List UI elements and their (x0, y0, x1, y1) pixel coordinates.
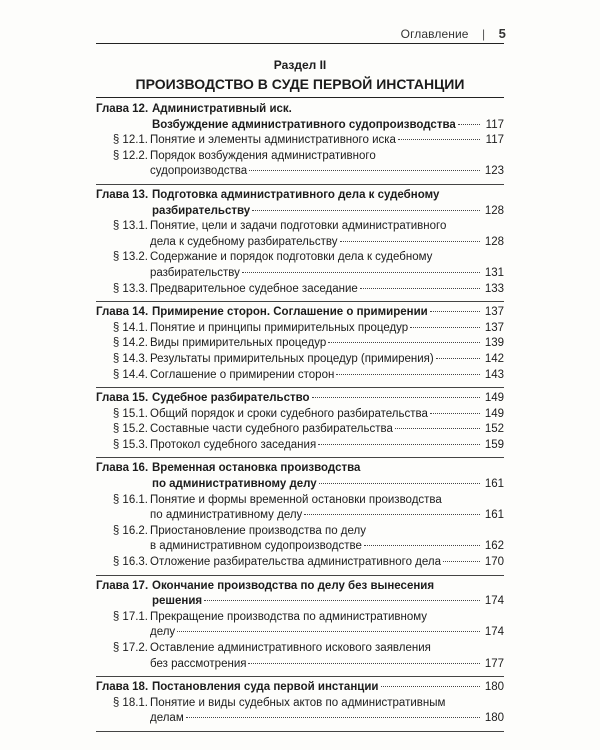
chapter-title-line[interactable] (96, 680, 504, 696)
subsection-number: § 15.3. (112, 438, 148, 451)
subsection-number: § 16.3. (112, 556, 148, 569)
dot-leader (436, 358, 480, 359)
subsection-number: § 17.2. (112, 642, 148, 654)
subsection-line[interactable] (96, 282, 504, 298)
chapter-block (96, 185, 504, 302)
subsection-title: судопроизводства (150, 165, 248, 178)
section-label: Раздел II (273, 58, 327, 72)
subsection-page-number: 143 (484, 368, 504, 381)
subsection-number: § 13.2. (112, 251, 148, 264)
subsection-page-number: 180 (484, 712, 504, 725)
chapter-title: Возбуждение административного судопроизводства (152, 118, 456, 131)
subsection-title: дела к судебному разбирательству (150, 235, 338, 248)
subsection-title: Отложение разбирательства административного дела (150, 556, 441, 569)
subsection-page-number: 161 (484, 509, 504, 522)
subsection-title: Понятие и принципы примирительных процедур (150, 321, 409, 334)
dot-leader (249, 170, 480, 171)
subsection-number: § 14.3. (112, 352, 148, 365)
section-title: ПРОИЗВОДСТВО В СУДЕ ПЕРВОЙ ИНСТАНЦИИ (135, 76, 465, 92)
subsection-title: Прекращение производства по административному (150, 610, 428, 623)
chapter-title: Судебное разбирательство (152, 392, 310, 405)
chapter-block (96, 458, 504, 575)
subsection-page-number: 131 (484, 266, 504, 279)
chapter-title: разбирательству (152, 204, 251, 217)
chapter-block (96, 388, 504, 458)
subsection-title: без рассмотрения (150, 657, 247, 670)
subsection-title: Соглашение о примирении сторон (150, 368, 335, 381)
chapter-label: Глава 12. (96, 103, 149, 115)
chapter-title-line[interactable] (96, 461, 504, 477)
chapter-label: Глава 18. (96, 681, 149, 694)
subsection-title: Приостановление производства по делу (150, 524, 366, 537)
subsection-title: Составные части судебного разбирательства (150, 423, 393, 436)
subsection-line[interactable] (96, 641, 504, 657)
subsection-page-number: 142 (484, 352, 504, 365)
subsection-title: Содержание и порядок подготовки дела к судебному (150, 251, 433, 264)
dot-leader (458, 124, 480, 125)
chapter-label: Глава 13. (96, 188, 149, 201)
subsection-title: Понятие и элементы административного иска (150, 134, 396, 147)
chapter-title-line[interactable] (96, 118, 504, 134)
subsection-line[interactable] (96, 625, 504, 641)
subsection-line[interactable] (96, 555, 504, 571)
subsection-line[interactable] (96, 352, 504, 368)
chapter-block (96, 99, 504, 185)
subsection-page-number: 149 (484, 407, 504, 420)
dot-leader (364, 545, 480, 546)
chapter-block (96, 576, 504, 678)
chapter-title-line[interactable] (96, 305, 504, 321)
chapter-title: решения (152, 595, 203, 608)
subsection-page-number: 162 (484, 540, 504, 553)
dot-leader (443, 561, 480, 562)
chapter-label: Глава 14. (96, 306, 149, 319)
dot-leader (336, 374, 480, 375)
chapter-title-line[interactable] (96, 477, 504, 493)
dot-leader (242, 272, 480, 273)
chapter-label: Глава 17. (96, 579, 149, 592)
subsection-line[interactable] (96, 133, 504, 149)
chapter-title-line[interactable] (96, 391, 504, 407)
subsection-title: в административном судопроизводстве (150, 540, 362, 553)
subsection-page-number: 139 (484, 337, 504, 350)
chapter-title-line[interactable] (96, 579, 504, 595)
subsection-number: § 17.1. (112, 610, 148, 623)
subsection-title: по административному делу (150, 509, 303, 522)
chapter-title: Примирение сторон. Соглашение о примирении (152, 306, 428, 319)
subsection-page-number: 123 (484, 165, 504, 178)
dot-leader (340, 241, 481, 242)
chapter-page-number: 128 (484, 204, 504, 217)
subsection-page-number: 133 (484, 282, 504, 295)
subsection-title: Понятие, цели и задачи подготовки административного (150, 220, 447, 233)
dot-leader (312, 397, 480, 398)
subsection-title: Понятие и формы временной остановки производства (150, 493, 442, 506)
chapter-label: Глава 16. (96, 462, 149, 475)
subsection-line[interactable] (96, 235, 504, 251)
subsection-number: § 15.1. (112, 407, 148, 420)
running-head-separator: | (482, 27, 486, 41)
subsection-number: § 14.4. (112, 368, 148, 381)
dot-leader (381, 686, 481, 687)
subsection-title: Предварительное судебное заседание (150, 282, 358, 295)
subsection-line[interactable] (96, 149, 504, 165)
chapter-title: Подготовка административного дела к судебному (152, 188, 440, 201)
chapter-page-number: 117 (485, 118, 504, 131)
chapter-page-number: 137 (484, 306, 504, 319)
subsection-line[interactable] (96, 438, 504, 454)
subsection-line[interactable] (96, 164, 504, 180)
chapter-page-number: 149 (484, 392, 504, 405)
subsection-title: разбирательству (150, 266, 240, 279)
table-of-contents (96, 99, 504, 732)
subsection-page-number: 128 (484, 235, 504, 248)
dot-leader (430, 311, 480, 312)
subsection-page-number: 137 (484, 321, 504, 334)
dot-leader (410, 327, 480, 328)
dot-leader (319, 483, 480, 484)
subsection-title: Понятие и виды судебных актов по административным (150, 696, 446, 709)
dot-leader (398, 139, 480, 140)
subsection-title: Порядок возбуждения административного (150, 149, 376, 162)
subsection-title: Общий порядок и сроки судебного разбирательства (150, 407, 428, 420)
subsection-line[interactable] (96, 336, 504, 352)
chapter-title: Временная остановка производства (152, 462, 361, 475)
subsection-number: § 18.1. (112, 696, 148, 709)
chapter-label: Глава 15. (96, 392, 149, 405)
subsection-line[interactable] (96, 610, 504, 626)
subsection-line[interactable] (96, 321, 504, 337)
subsection-line[interactable] (96, 657, 504, 673)
section-rule (96, 97, 504, 98)
subsection-line[interactable] (96, 368, 504, 384)
subsection-page-number: 177 (484, 657, 504, 670)
subsection-number: § 16.1. (112, 493, 148, 506)
subsection-page-number: 174 (484, 626, 504, 639)
subsection-line[interactable] (96, 711, 504, 727)
subsection-page-number: 117 (485, 134, 504, 147)
chapter-title: Административный иск. (152, 103, 292, 115)
subsection-line[interactable] (96, 266, 504, 282)
chapter-title: по административному делу (152, 478, 317, 491)
dot-leader (395, 428, 480, 429)
subsection-number: § 13.3. (112, 282, 148, 295)
subsection-title: Виды примирительных процедур (150, 337, 327, 350)
chapter-title-line[interactable] (96, 102, 504, 118)
subsection-number: § 12.1. (112, 134, 148, 147)
subsection-line[interactable] (96, 407, 504, 423)
subsection-line[interactable] (96, 250, 504, 266)
running-head-page-number: 5 (498, 26, 506, 41)
subsection-line[interactable] (96, 539, 504, 555)
subsection-number: § 13.1. (112, 220, 148, 233)
subsection-line[interactable] (96, 696, 504, 712)
dot-leader (318, 444, 480, 445)
subsection-page-number: 170 (484, 556, 504, 569)
subsection-title: Оставление административного искового заявления (150, 642, 431, 654)
subsection-number: § 15.2. (112, 423, 148, 436)
subsection-title: Результаты примирительных процедур (примирения) (150, 352, 434, 365)
dot-leader (186, 717, 480, 718)
dot-leader (204, 600, 480, 601)
subsection-page-number: 152 (484, 423, 504, 436)
subsection-line[interactable] (96, 219, 504, 235)
dot-leader (177, 631, 480, 632)
subsection-line[interactable] (96, 422, 504, 438)
subsection-line[interactable] (96, 508, 504, 524)
subsection-number: § 14.2. (112, 337, 148, 350)
subsection-line[interactable] (96, 493, 504, 509)
running-head-title: Оглавление (400, 27, 469, 41)
chapter-title: Окончание производства по делу без вынесения (152, 579, 435, 592)
header-rule (96, 43, 504, 44)
subsection-number: § 14.1. (112, 321, 148, 334)
chapter-title-line[interactable] (96, 594, 504, 610)
chapter-page-number: 161 (484, 478, 504, 491)
subsection-title: Протокол судебного заседания (150, 438, 317, 451)
chapter-block (96, 302, 504, 388)
subsection-page-number: 159 (484, 438, 504, 451)
dot-leader (304, 514, 480, 515)
subsection-title: делам (150, 712, 184, 725)
dot-leader (430, 413, 480, 414)
chapter-block (96, 677, 504, 732)
running-head (401, 26, 506, 41)
chapter-title-line[interactable] (96, 188, 504, 204)
subsection-number: § 12.2. (112, 149, 148, 162)
dot-leader (248, 663, 480, 664)
dot-leader (328, 342, 480, 343)
chapter-title-line[interactable] (96, 204, 504, 220)
dot-leader (360, 288, 480, 289)
chapter-page-number: 180 (484, 681, 504, 694)
chapter-page-number: 174 (484, 595, 504, 608)
subsection-number: § 16.2. (112, 524, 148, 537)
subsection-line[interactable] (96, 524, 504, 540)
subsection-title: делу (150, 626, 176, 639)
chapter-title: Постановления суда первой инстанции (152, 681, 379, 694)
dot-leader (252, 210, 480, 211)
